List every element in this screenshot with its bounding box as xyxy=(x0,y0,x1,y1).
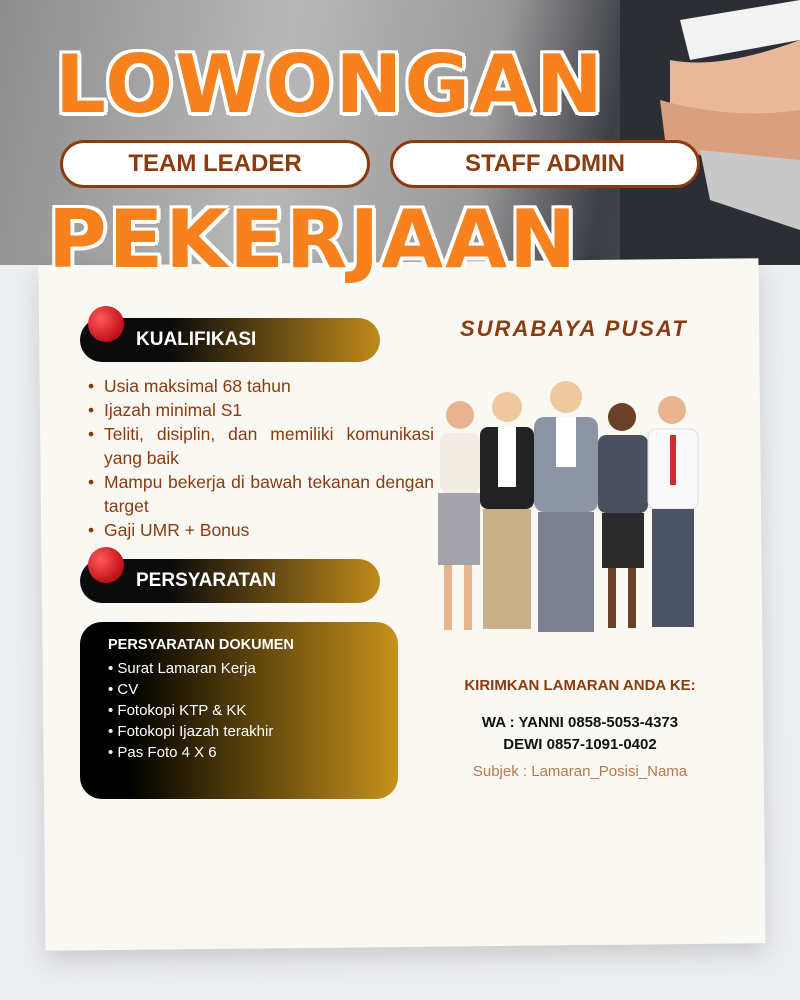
pin-icon xyxy=(88,547,124,583)
pin-icon xyxy=(88,306,124,342)
contact-yanni: WA : YANNI 0858-5053-4373 xyxy=(481,714,679,731)
list-item: • CV xyxy=(108,679,398,700)
kualifikasi-list xyxy=(88,374,434,542)
persyaratan-heading: PERSYARATAN xyxy=(136,570,277,591)
list-item: • Usia maksimal 68 tahun xyxy=(88,374,434,398)
kualifikasi-heading: KUALIFIKASI xyxy=(136,329,257,350)
contact-dewi: DEWI 0857-1091-0402 xyxy=(503,736,657,753)
email-subject: Subjek : Lamaran_Posisi_Nama xyxy=(472,763,688,780)
contact-heading: KIRIMKAN LAMARAN ANDA KE: xyxy=(464,677,696,694)
team-illustration xyxy=(430,375,720,645)
list-item: • Fotokopi Ijazah terakhir xyxy=(108,721,398,742)
title-line-2: PEKERJAAN xyxy=(48,193,579,286)
location-label: SURABAYA PUSAT xyxy=(460,316,688,341)
kualifikasi-header xyxy=(80,318,380,362)
person-4 xyxy=(598,403,648,628)
person-2 xyxy=(480,392,534,629)
list-item: • Surat Lamaran Kerja xyxy=(108,658,398,679)
list-item: • Mampu bekerja di bawah tekanan dengan target xyxy=(88,470,434,518)
persyaratan-header xyxy=(80,559,380,603)
contact-numbers xyxy=(440,712,720,756)
document-box xyxy=(80,622,398,799)
document-heading: PERSYARATAN DOKUMEN xyxy=(108,637,294,653)
position-team-leader: TEAM LEADER xyxy=(60,140,370,188)
list-item: • Gaji UMR + Bonus xyxy=(88,518,434,542)
person-5 xyxy=(648,396,698,627)
list-item: • Pas Foto 4 X 6 xyxy=(108,742,398,763)
title-line-1: LOWONGAN xyxy=(55,38,605,131)
position-staff-admin: STAFF ADMIN xyxy=(390,140,700,188)
list-item: • Ijazah minimal S1 xyxy=(88,398,434,422)
person-3 xyxy=(534,381,598,632)
list-item: • Teliti, disiplin, dan memiliki komunikasi yang baik xyxy=(88,422,434,470)
person-1 xyxy=(438,401,480,630)
list-item: • Fotokopi KTP & KK xyxy=(108,700,398,721)
